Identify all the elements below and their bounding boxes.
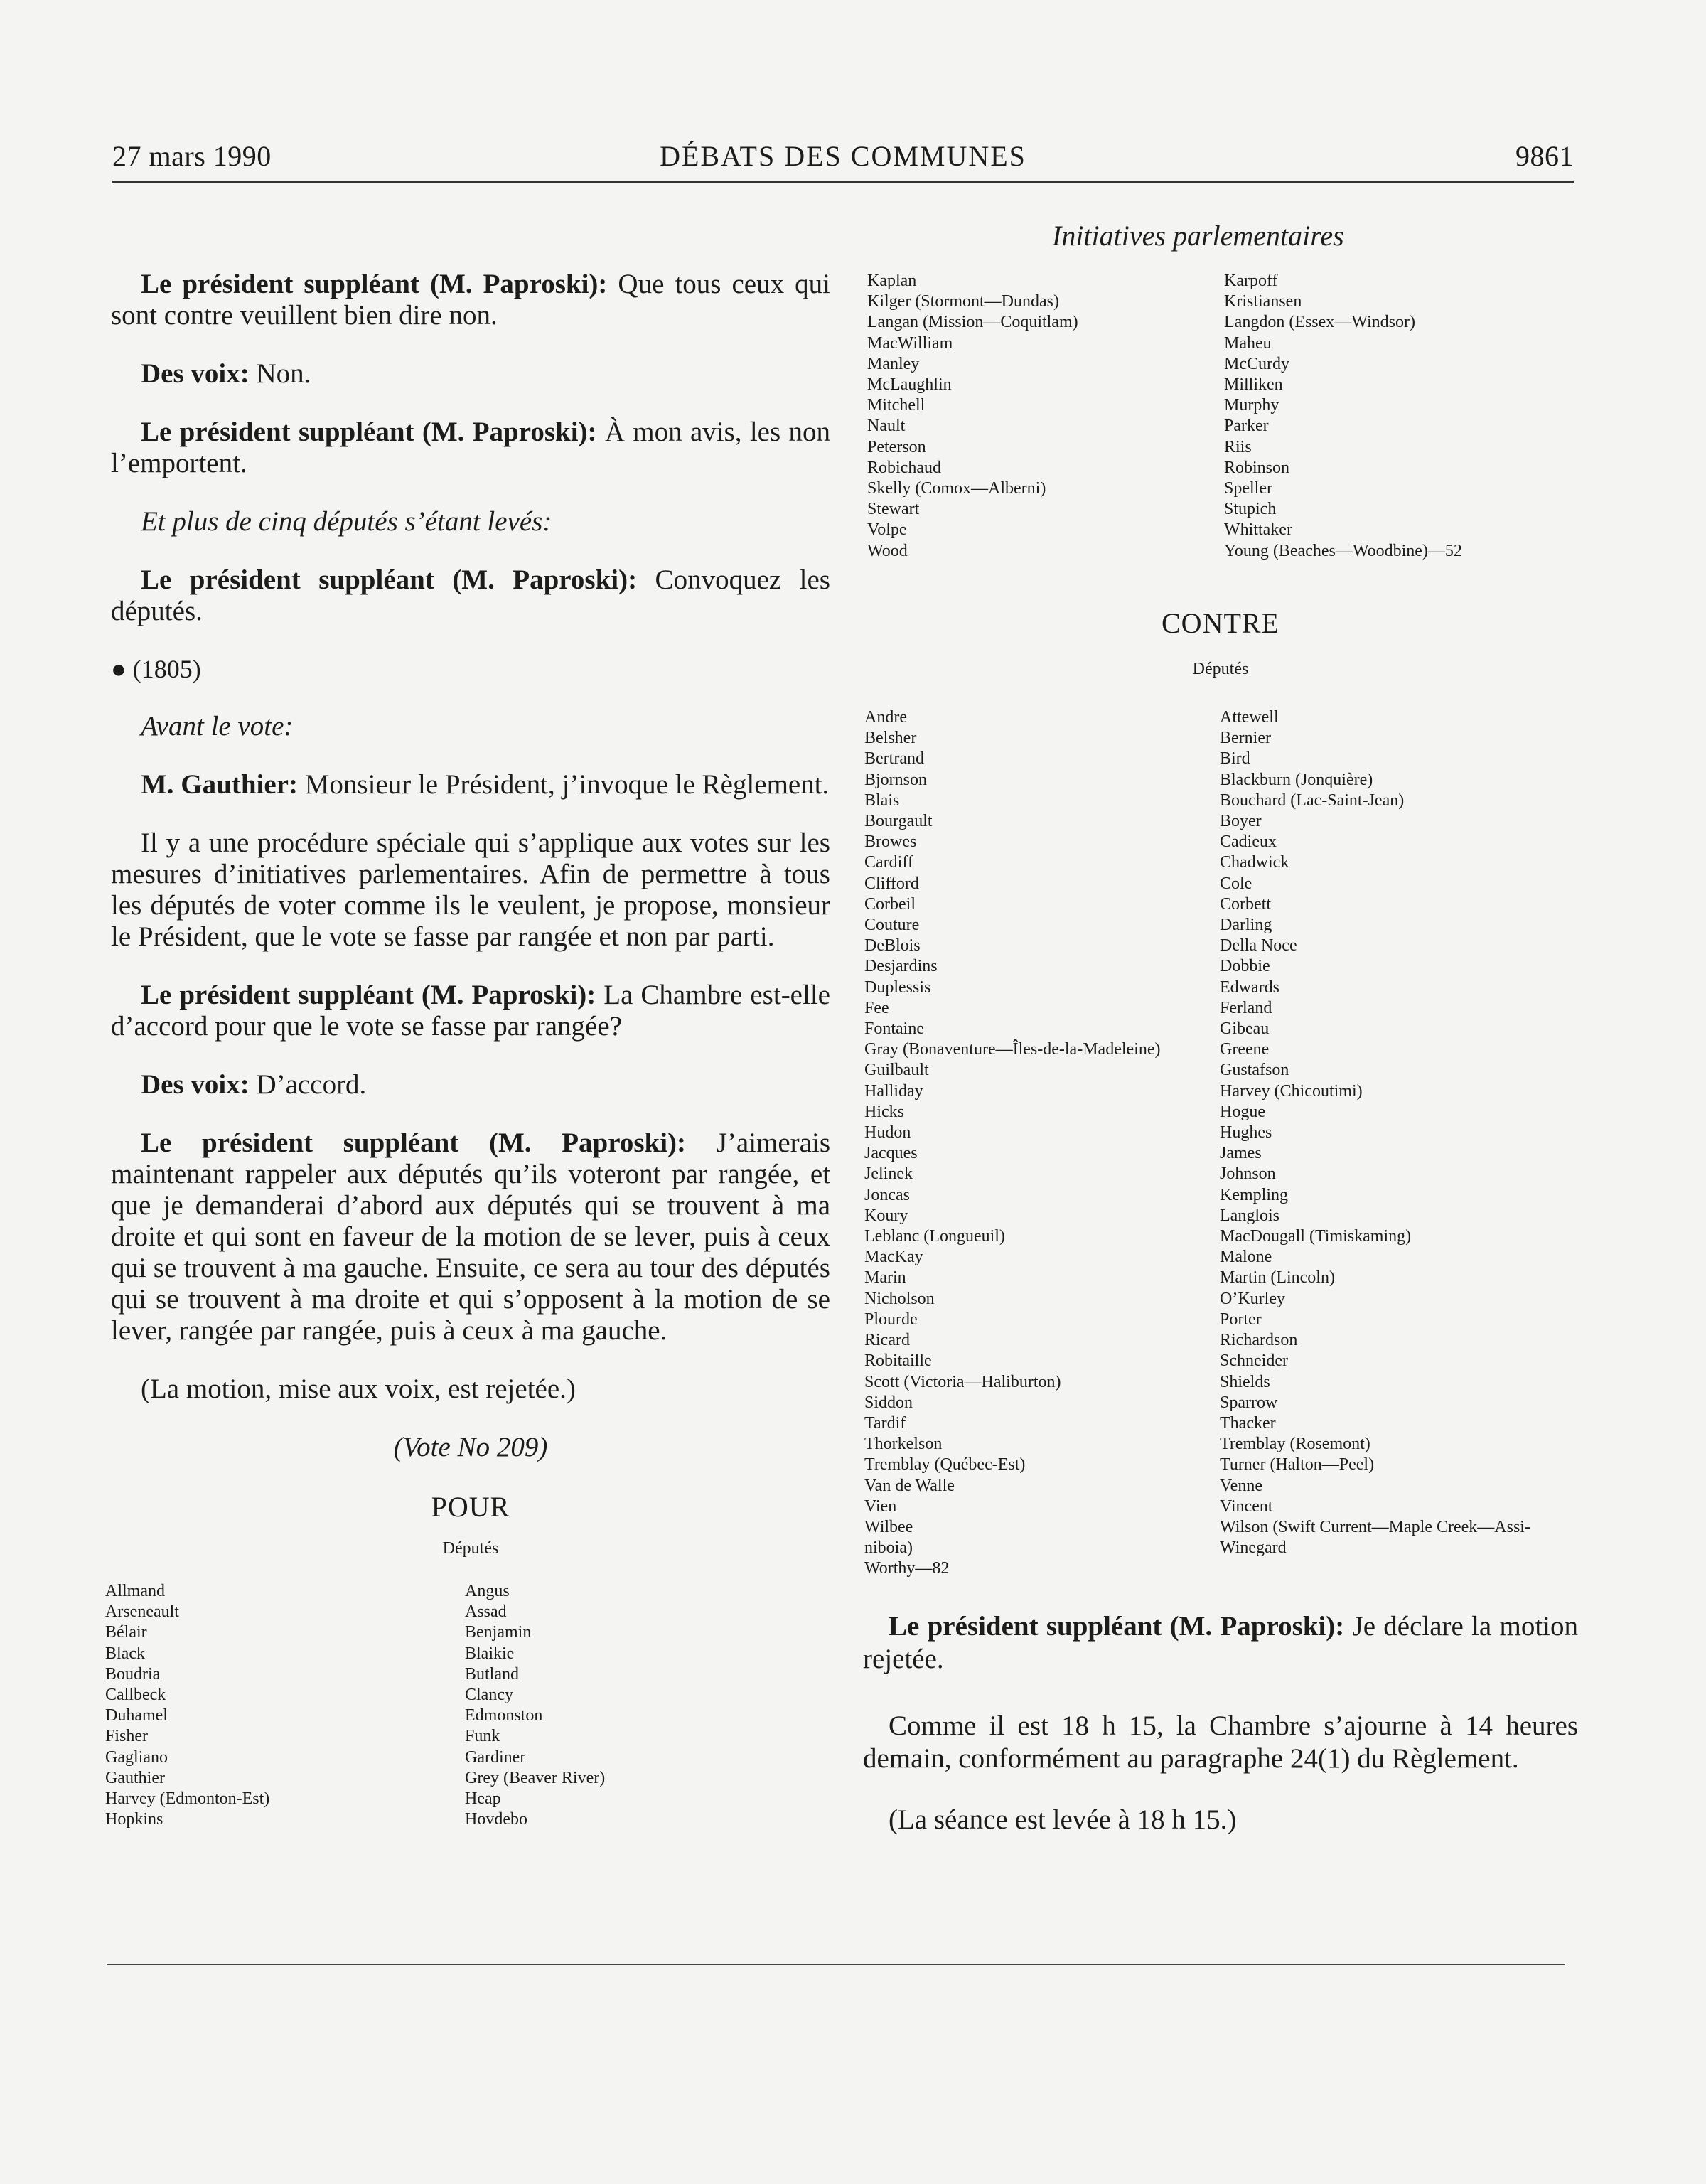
member-name: Bjornson (864, 770, 928, 789)
member-name: Bird (1220, 749, 1250, 769)
member-name: Callbeck (105, 1686, 166, 1705)
paragraph (111, 1069, 830, 1101)
member-name: Manley (867, 354, 920, 373)
member-name: Chadwick (1220, 853, 1289, 872)
member-name: Robinson (1224, 458, 1290, 477)
header-rule (112, 181, 1574, 183)
member-name: Halliday (864, 1081, 923, 1101)
member-name: Stewart (867, 500, 920, 519)
names-column-1 (864, 707, 1160, 1580)
member-name: Johnson (1220, 1165, 1276, 1184)
publication-title: DÉBATS DES COMMUNES (660, 140, 1026, 172)
member-name: Blaikie (465, 1644, 515, 1663)
sitting-adjourned: (La séance est levée à 18 h 15.) (889, 1804, 1237, 1835)
member-name: Tardif (864, 1413, 906, 1433)
speech: Que tous ceux qui sont contre veuillent bien dire non. (111, 269, 830, 331)
member-name: Schneider (1220, 1351, 1288, 1371)
member-name: Koury (864, 1206, 908, 1225)
member-name: Browes (864, 833, 917, 852)
speaker: Le président suppléant (M. Paproski): (141, 417, 597, 447)
member-name: MacDougall (Timiskaming) (1220, 1227, 1412, 1246)
member-name: Corbeil (864, 894, 916, 914)
paragraph: Comme il est 18 h 15, la Chambre s’ajourne à 14 heures demain, conformément au paragraphe 24(1) du Règlement. (863, 1711, 1578, 1774)
member-name: Hopkins (105, 1810, 163, 1829)
member-name: Richardson (1220, 1331, 1298, 1350)
member-name: Vien (864, 1497, 897, 1516)
member-name: Malone (1220, 1248, 1272, 1267)
member-name: Fontaine (864, 1019, 924, 1039)
speech: Je déclare la motion rejetée. (863, 1611, 1578, 1674)
time-text: (1805) (132, 655, 201, 683)
member-name: Angus (465, 1582, 510, 1600)
member-name: Clifford (864, 874, 919, 893)
member-name: Arseneault (105, 1602, 179, 1622)
paragraph (111, 980, 830, 1042)
member-name: Kristiansen (1224, 292, 1302, 311)
member-name: Duhamel (105, 1706, 168, 1725)
member-name: Siddon (864, 1393, 913, 1412)
contre-names-list (864, 707, 1578, 1593)
member-name: O’Kurley (1220, 1289, 1285, 1308)
contre-heading: CONTRE (1162, 607, 1280, 639)
member-name: Belsher (864, 729, 917, 748)
deputes-label: Députés (442, 1539, 499, 1558)
page-header (112, 139, 1574, 179)
member-name: Shields (1220, 1372, 1270, 1391)
member-name: Ricard (864, 1331, 910, 1350)
member-name: Wilson (Swift Current—Maple Creek—Assi- (1220, 1517, 1530, 1536)
paragraph (863, 1610, 1578, 1676)
pour-heading: POUR (431, 1491, 510, 1523)
page-number: 9861 (1515, 140, 1574, 172)
member-name: Greene (1220, 1040, 1270, 1059)
member-name: Gibeau (1220, 1019, 1270, 1039)
pour-names-list (105, 1581, 830, 1837)
member-name: Kempling (1220, 1185, 1288, 1204)
member-name: Boyer (1220, 812, 1262, 831)
member-name: Cole (1220, 874, 1252, 893)
member-name: Edmonston (465, 1706, 543, 1725)
speech: Monsieur le Président, j’invoque le Règlement. (297, 769, 830, 800)
speech: D’accord. (249, 1069, 367, 1100)
paragraph (111, 769, 830, 801)
vote-number-text: (Vote No 209) (393, 1432, 548, 1462)
member-name: Sparrow (1220, 1393, 1278, 1412)
member-name: Harvey (Edmonton-Est) (105, 1789, 270, 1809)
header-date: 27 mars 1990 (112, 140, 272, 172)
speaker: Le président suppléant (M. Paproski): (141, 269, 608, 299)
member-name: Fee (864, 998, 889, 1017)
stage-direction-text: Et plus de cinq députés s’étant levés: (141, 506, 552, 537)
member-name: Wood (867, 541, 908, 560)
member-name: Harvey (Chicoutimi) (1220, 1081, 1363, 1101)
paragraph (111, 358, 830, 390)
names-column-1 (105, 1581, 269, 1830)
member-name: Parker (1224, 417, 1269, 436)
member-name: Scott (Victoria—Haliburton) (864, 1372, 1061, 1391)
names-column-2 (465, 1581, 605, 1830)
paragraph (111, 564, 830, 627)
member-name: Skelly (Comox—Alberni) (867, 479, 1046, 498)
member-name: Tremblay (Québec-Est) (864, 1455, 1026, 1474)
member-name: Gardiner (465, 1747, 526, 1767)
member-name: Mitchell (867, 396, 926, 415)
member-name: Blais (864, 791, 900, 810)
member-name: Milliken (1224, 375, 1283, 395)
member-name: Robichaud (867, 458, 941, 477)
member-name: Peterson (867, 437, 926, 456)
speaker: Le président suppléant (M. Paproski): (141, 980, 596, 1010)
member-name: Nault (867, 417, 906, 436)
member-name: Boudria (105, 1664, 161, 1684)
member-name: Whittaker (1224, 520, 1292, 540)
member-name: Heap (465, 1789, 501, 1809)
member-name: Gagliano (105, 1747, 168, 1767)
member-name: McLaughlin (867, 375, 952, 395)
member-name: Grey (Beaver River) (465, 1768, 606, 1787)
member-name: Tremblay (Rosemont) (1220, 1435, 1370, 1454)
member-name: Van de Walle (864, 1476, 955, 1495)
paragraph: Il y a une procédure spéciale qui s’applique aux votes sur les mesures d’initiatives parlementaires. Afin de permettre à tous les députés de voter comme ils le veulent, je propose, monsieur le Président, que le vote se fasse par rangée et non par parti. (111, 828, 830, 952)
paragraph (111, 417, 830, 479)
member-name: Langlois (1220, 1206, 1280, 1225)
member-name: Turner (Halton—Peel) (1220, 1455, 1375, 1474)
names-column-2 (1224, 271, 1462, 562)
member-name: Attewell (1220, 708, 1279, 727)
member-name: Langdon (Essex—Windsor) (1224, 313, 1415, 332)
member-name: Nicholson (864, 1289, 935, 1308)
member-name: Maheu (1224, 333, 1272, 353)
member-name: Corbett (1220, 894, 1271, 914)
member-name: Hovdebo (465, 1810, 527, 1829)
member-name: Joncas (864, 1185, 910, 1204)
member-name: Clancy (465, 1686, 513, 1705)
member-name: Stupich (1224, 500, 1277, 519)
member-name: Black (105, 1644, 145, 1663)
member-name: Hicks (864, 1102, 904, 1121)
speech: À mon avis, les non l’emportent. (111, 417, 830, 478)
member-name: MacWilliam (867, 333, 953, 353)
member-name: Bourgault (864, 812, 933, 831)
member-name: Gustafson (1220, 1061, 1289, 1080)
member-name: Desjardins (864, 957, 938, 976)
section-title: Initiatives parlementaires (1052, 220, 1344, 252)
names-column-2 (1220, 707, 1530, 1558)
member-name: Thorkelson (864, 1435, 943, 1454)
member-name: Jacques (864, 1144, 918, 1163)
vote-number (111, 1432, 830, 1463)
left-column (105, 269, 830, 1837)
member-name: Young (Beaches—Woodbine)—52 (1224, 541, 1462, 560)
member-name: Plourde (864, 1310, 918, 1329)
member-name: Butland (465, 1664, 519, 1684)
member-name: Worthy—82 (864, 1559, 950, 1578)
member-name: Cardiff (864, 853, 913, 872)
speaker: M. Gauthier: (141, 769, 298, 800)
pour-names-continued (867, 271, 1578, 569)
member-name: Blackburn (Jonquière) (1220, 770, 1373, 789)
member-name: Couture (864, 916, 920, 935)
member-name: Leblanc (Longueuil) (864, 1227, 1005, 1246)
speaker: Le président suppléant (M. Paproski): (141, 564, 638, 595)
stage-direction (111, 506, 830, 537)
speaker: Des voix: (141, 358, 250, 389)
member-name: Wilbee (864, 1517, 913, 1536)
member-name: Winegard (1220, 1538, 1287, 1558)
member-name: Hudon (864, 1123, 911, 1142)
deputes-label: Députés (1192, 660, 1249, 678)
member-name: Kaplan (867, 272, 917, 290)
bullet-icon: ● (111, 655, 133, 683)
member-name: DeBlois (864, 936, 921, 956)
member-name: Dobbie (1220, 957, 1270, 976)
member-name: Martin (Lincoln) (1220, 1268, 1335, 1288)
bottom-rule (107, 1964, 1565, 1965)
speech: La Chambre est-elle d’accord pour que le vote se fasse par rangée? (111, 980, 830, 1042)
member-name: niboia) (864, 1538, 913, 1558)
member-name: Benjamin (465, 1623, 532, 1642)
member-name: Langan (Mission—Coquitlam) (867, 313, 1078, 332)
member-name: Fisher (105, 1727, 148, 1746)
member-name: Bouchard (Lac-Saint-Jean) (1220, 791, 1405, 810)
member-name: Andre (864, 708, 907, 727)
member-name: Porter (1220, 1310, 1262, 1329)
time-marker (111, 654, 830, 684)
member-name: Karpoff (1224, 272, 1278, 290)
speaker: Le président suppléant (M. Paproski): (889, 1611, 1345, 1642)
member-name: Gauthier (105, 1768, 165, 1787)
right-column (863, 269, 1578, 1836)
member-name: Della Noce (1220, 936, 1297, 956)
member-name: Funk (465, 1727, 500, 1746)
member-name: Bélair (105, 1623, 147, 1642)
names-column-1 (867, 271, 1078, 562)
motion-result: (La motion, mise aux voix, est rejetée.) (141, 1374, 576, 1404)
speech: Non. (249, 358, 311, 389)
member-name: Riis (1224, 437, 1252, 456)
member-name: Kilger (Stormont—Dundas) (867, 292, 1059, 311)
speaker: Des voix: (141, 1069, 250, 1100)
member-name: Vincent (1220, 1497, 1273, 1516)
member-name: Cadieux (1220, 833, 1277, 852)
member-name: James (1220, 1144, 1262, 1163)
member-name: Ferland (1220, 998, 1272, 1017)
speech: Convoquez les députés. (111, 564, 830, 626)
member-name: Speller (1224, 479, 1272, 498)
member-name: Guilbault (864, 1061, 929, 1080)
member-name: McCurdy (1224, 354, 1289, 373)
member-name: Hughes (1220, 1123, 1272, 1142)
member-name: Hogue (1220, 1102, 1265, 1121)
member-name: Gray (Bonaventure—Îles-de-la-Madeleine) (864, 1040, 1161, 1059)
member-name: Venne (1220, 1476, 1262, 1495)
member-name: Thacker (1220, 1413, 1276, 1433)
speaker: Le président suppléant (M. Paproski): (141, 1128, 687, 1158)
member-name: Bertrand (864, 749, 924, 769)
stage-direction-text: Avant le vote: (141, 711, 294, 742)
member-name: Allmand (105, 1582, 165, 1600)
member-name: Marin (864, 1268, 906, 1288)
member-name: Murphy (1224, 396, 1280, 415)
member-name: Volpe (867, 520, 907, 540)
member-name: Jelinek (864, 1165, 913, 1184)
member-name: Duplessis (864, 978, 931, 997)
paragraph (111, 1128, 830, 1347)
paragraph (111, 269, 830, 331)
member-name: Robitaille (864, 1351, 932, 1371)
stage-direction (111, 711, 830, 742)
member-name: MacKay (864, 1248, 923, 1267)
member-name: Darling (1220, 916, 1272, 935)
member-name: Edwards (1220, 978, 1280, 997)
speech: J’aimerais maintenant rappeler aux députés qu’ils voteront par rangée, et que je demanderai d’abord aux députés qui se trouvent à ma droite et qui sont en faveur de la motion de se lever, puis à ceux qui se trouvent à ma gauche. Ensuite, ce sera au tour des députés qui se trouvent à ma droite et qui s’opposent à la motion de se lever, rangée par rangée, puis à ceux à ma gauche. (111, 1128, 830, 1346)
member-name: Assad (465, 1602, 507, 1622)
member-name: Bernier (1220, 729, 1271, 748)
